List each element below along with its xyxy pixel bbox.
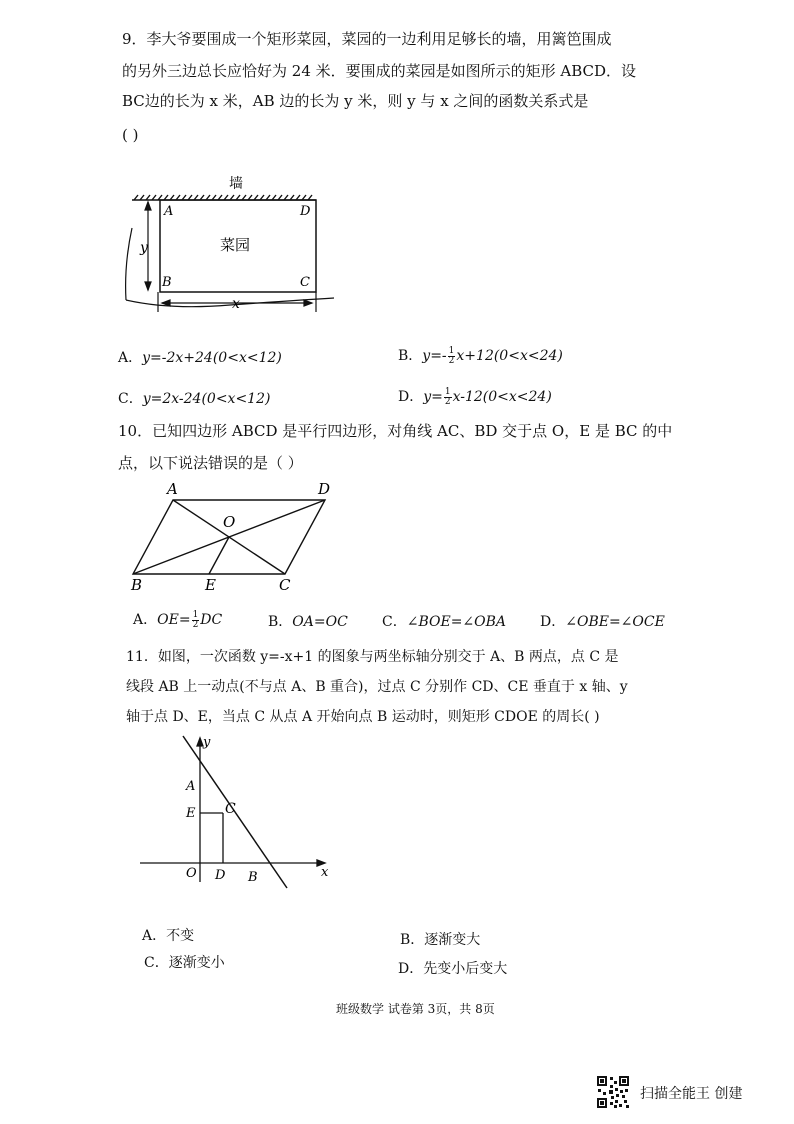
- point-d-label: D: [215, 868, 226, 883]
- point-d-label: D: [318, 480, 331, 498]
- q11-line-1: 11．如图，一次函数 y=-x+1 的图象与两坐标轴分别交于 A、B 两点，点 C 是: [126, 649, 619, 665]
- q9-figure: [110, 170, 350, 320]
- point-a-label: A: [167, 480, 178, 498]
- q9-line-2: 的另外三边总长应恰好为 24 米．要围成的菜园是如图所示的矩形 ABCD．设: [122, 62, 637, 80]
- qr-code-icon: [596, 1075, 630, 1109]
- point-a-label: A: [164, 204, 174, 219]
- q9-line-1: 9．李大爷要围成一个矩形菜园，菜园的一边利用足够长的墙，用篱笆围成: [122, 30, 612, 48]
- scanner-watermark: 扫描全能王 创建: [640, 1086, 743, 1102]
- point-b-label: B: [248, 870, 258, 885]
- q9-option-a: A．y=-2x+24(0<x<12): [118, 350, 282, 366]
- point-b-label: B: [131, 576, 143, 594]
- q10-option-b: B．OA=OC: [268, 614, 348, 630]
- q10-option-c: C．∠BOE=∠OBA: [382, 614, 507, 630]
- q10-option-a: A．OE= $\frac{1}{2}$ DC: [133, 609, 223, 630]
- q11-option-a: A．不变: [142, 928, 195, 944]
- y-axis-label: y: [203, 735, 211, 750]
- garden-label: 菜园: [220, 236, 251, 254]
- q11-line-2: 线段 AB 上一动点(不与点 A、B 重合)，过点 C 分别作 CD、CE 垂直于 x 轴、y: [126, 679, 628, 695]
- q9-answer-paren: ( ): [122, 126, 139, 144]
- q10-line-2: 点，以下说法错误的是（ ）: [118, 454, 303, 472]
- point-e-label: E: [205, 576, 216, 594]
- point-e-label: E: [186, 806, 196, 821]
- point-c-label: C: [279, 576, 291, 594]
- point-b-label: B: [162, 275, 172, 290]
- q11-figure: [135, 732, 335, 890]
- point-d-label: D: [300, 204, 311, 219]
- point-o-label: O: [223, 513, 236, 531]
- x-dimension: [126, 292, 334, 312]
- q11-option-b: B．逐渐变大: [400, 932, 481, 948]
- page-footer: 班级数学 试卷第 3页，共 8页: [336, 1002, 495, 1016]
- q11-option-d: D．先变小后变大: [398, 961, 508, 977]
- q10-line-1: 10．已知四边形 ABCD 是平行四边形，对角线 AC、BD 交于点 O，E 是 BC 的中: [118, 422, 673, 440]
- segment-oe: [209, 537, 229, 574]
- y-dimension-label: y: [140, 240, 148, 256]
- point-c-label: C: [300, 275, 310, 290]
- x-dimension-label: x: [232, 296, 240, 312]
- point-c-label: C: [225, 801, 236, 817]
- wall-label: 墙: [229, 176, 243, 192]
- q11-option-c: C．逐渐变小: [144, 955, 225, 971]
- q9-option-b: B．y=- $\frac{1}{2}$ x+12(0<x<24): [398, 345, 563, 366]
- q10-option-d: D．∠OBE=∠OCE: [540, 614, 665, 630]
- q10-figure: [125, 478, 345, 596]
- point-a-label: A: [186, 779, 196, 794]
- q9-line-3: BC边的长为 x 米，AB 边的长为 y 米，则 y 与 x 之间的函数关系式是: [122, 92, 589, 110]
- point-o-label: O: [186, 866, 197, 881]
- q9-option-d: D．y= $\frac{1}{2}$ x-12(0<x<24): [398, 386, 552, 407]
- q11-line-3: 轴于点 D、E，当点 C 从点 A 开始向点 B 运动时，则矩形 CDOE 的周长( ): [126, 709, 600, 725]
- q9-option-c: C．y=2x-24(0<x<12): [118, 391, 271, 407]
- x-axis-label: x: [321, 865, 329, 880]
